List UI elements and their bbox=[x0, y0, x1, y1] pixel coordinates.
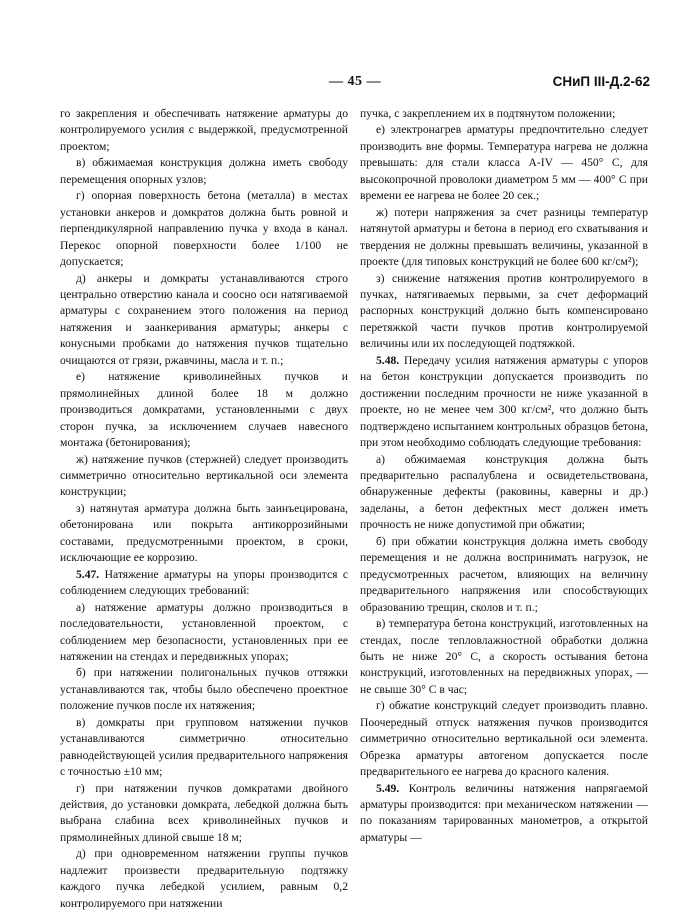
paragraph bbox=[360, 271, 648, 353]
paragraph bbox=[360, 534, 648, 616]
paragraph bbox=[60, 188, 348, 270]
paragraph bbox=[60, 665, 348, 714]
paragraph bbox=[60, 715, 348, 781]
paragraph bbox=[60, 369, 348, 451]
paragraph-text: а) натяжение арматуры должно производиться в последовательности, установленной проектом, с соблюдением мер безопасности, установленных при ее натяжении на стендах и передвижных упорах; bbox=[60, 600, 348, 663]
paragraph bbox=[360, 122, 648, 204]
paragraph-text: в) температура бетона конструкций, изготовленных на стендах, после тепловлажностной обработки должна быть не ниже 20° С, а скорость остывания бетона конструкций, изготовленных на передвижных упорах, — не свыше 30° С в час; bbox=[360, 617, 648, 696]
paragraph-text: д) при одновременном натяжении группы пучков надлежит произвести предварительную подтяжку каждого пучка лебедкой усилием, равным 0,2 контролируемого при натяжении bbox=[60, 847, 348, 910]
paragraph bbox=[360, 353, 648, 452]
paragraph-text: ж) натяжение пучков (стержней) следует производить симметрично относительно вертикальной оси элемента конструкции; bbox=[60, 452, 348, 499]
paragraph-text: б) при натяжении полигональных пучков оттяжки устанавливаются так, чтобы было обеспечено проектное положение пучков после их натяжения; bbox=[60, 666, 348, 713]
paragraph-text: е) натяжение криволинейных пучков и прямолинейных длиной более 18 м должно производиться домкратами, установленными с двух сторон пучка, за исключением случаев навесного монтажа (бетонирования); bbox=[60, 370, 348, 450]
paragraph bbox=[60, 452, 348, 501]
text-columns bbox=[60, 106, 648, 912]
paragraph-text: е) электронагрев арматуры предпочтительно следует производить вне формы. Температура нагрева не должна превышать: для стали класса A-IV — 450° С, для высокопрочной проволоки диаметром 5 мм — 400° С при времени ее нагрева не более 20 сек.; bbox=[360, 123, 648, 203]
paragraph-text: Контроль величины натяжения напрягаемой арматуры производится: при механическом натяжении — по показаниям тарированных манометров, а открытой арматуры — bbox=[360, 781, 648, 844]
paragraph-text: ж) потери напряжения за счет разницы температур натянутой арматуры и бетона в период его схватывания и твердения не должны превышать величины, указанной в проекте (для типовых конструкций не более 600 кг/см²); bbox=[360, 205, 648, 269]
page-number: — 45 — bbox=[329, 74, 381, 89]
paragraph bbox=[60, 567, 348, 600]
paragraph-text: Передачу усилия натяжения арматуры с упоров на бетон конструкции допускается производить по достижении последним прочности не ниже указанной в проекте, но не менее чем 300 кг/см², что должно быть подтверждено испытанием контрольных образцов бетона, при этом необходимо соблюдать следующие требования: bbox=[360, 353, 648, 450]
paragraph bbox=[60, 501, 348, 567]
paragraph-text: г) обжатие конструкций следует производить плавно. Поочередный отпуск натяжения пучков производится симметрично относительно вертикальной оси элемента. Обрезка арматуры автогеном допускается после предварительного ее нагрева до красного каления. bbox=[360, 699, 648, 779]
paragraph bbox=[360, 205, 648, 271]
paragraph bbox=[360, 781, 648, 847]
paragraph bbox=[60, 600, 348, 666]
section-number: 5.48. bbox=[376, 353, 400, 367]
paragraph bbox=[60, 846, 348, 912]
paragraph bbox=[60, 155, 348, 188]
paragraph-text: го закрепления и обеспечивать натяжение арматуры до контролируемого усилия с выдержкой, предусмотренной проектом; bbox=[60, 107, 348, 153]
paragraph bbox=[360, 698, 648, 780]
paragraph-text: пучка, с закреплением их в подтянутом положении; bbox=[360, 107, 616, 120]
paragraph-text: г) опорная поверхность бетона (металла) в местах установки анкеров и домкратов должна быть ровной и перпендикулярной направлению пучка у входа в канал. Перекос опорной поверхности более 1/100 не допускается; bbox=[60, 189, 348, 269]
document-code: СНиП III-Д.2-62 bbox=[552, 74, 650, 89]
section-number: 5.49. bbox=[376, 781, 400, 795]
paragraph bbox=[360, 616, 648, 698]
section-number: 5.47. bbox=[76, 567, 100, 581]
paragraph bbox=[60, 106, 348, 155]
paragraph-text: а) обжимаемая конструкция должна быть предварительно распалублена и освидетельствована, обнаруженные дефекты (раковины, каверны и др.) заделаны, а бетон дефектных мест должен иметь прочность не ниже допустимой при обжатии; bbox=[360, 452, 648, 532]
paragraph-text: в) домкраты при групповом натяжении пучков устанавливаются симметрично относительно равнодействующей усилия предварительного напряжения с точностью ±10 мм; bbox=[60, 715, 348, 779]
left-column bbox=[60, 106, 348, 912]
paragraph-text: г) при натяжении пучков домкратами двойного действия, до установки домкрата, лебедкой должна быть выбрана слабина всех криволинейных пучков и прямолинейных длиной свыше 18 м; bbox=[60, 781, 348, 844]
paragraph-text: Натяжение арматуры на упоры производится с соблюдением следующих требований: bbox=[60, 567, 348, 598]
page-header bbox=[60, 74, 650, 94]
paragraph-text: з) снижение натяжения против контролируемого в пучках, натягиваемых первыми, за счет деформаций распорных конструкций должно быть компенсировано перетяжкой части пучков против контролируемой величины или их последующей подтяжкой. bbox=[360, 271, 648, 351]
paragraph-text: б) при обжатии конструкция должна иметь свободу перемещения и не должна воспринимать нагрузок, не предусмотренных расчетом, влияющих на величину предварительного напряжения или способствующих образованию трещин, сколов и т. п.; bbox=[360, 534, 648, 614]
paragraph bbox=[360, 106, 648, 122]
paragraph-text: в) обжимаемая конструкция должна иметь свободу перемещения опорных узлов; bbox=[60, 156, 348, 186]
paragraph-text: з) натянутая арматура должна быть заинъецирована, обетонирована или покрыта антикоррозийными составами, предусмотренными проектом, в сроки, исключающие ее коррозию. bbox=[60, 501, 348, 565]
paragraph-text: д) анкеры и домкраты устанавливаются строго центрально отверстию канала и соосно оси натягиваемой арматуры с сохранением этого положения на период натяжения и заанкеривания арматуры; анкеры с конусными пробками до натяжения пучков тщательно очищаются от грязи, ржавчины, масла и т. п.; bbox=[60, 271, 348, 367]
paragraph bbox=[360, 452, 648, 534]
paragraph bbox=[60, 271, 348, 370]
right-column bbox=[360, 106, 648, 912]
paragraph bbox=[60, 781, 348, 847]
